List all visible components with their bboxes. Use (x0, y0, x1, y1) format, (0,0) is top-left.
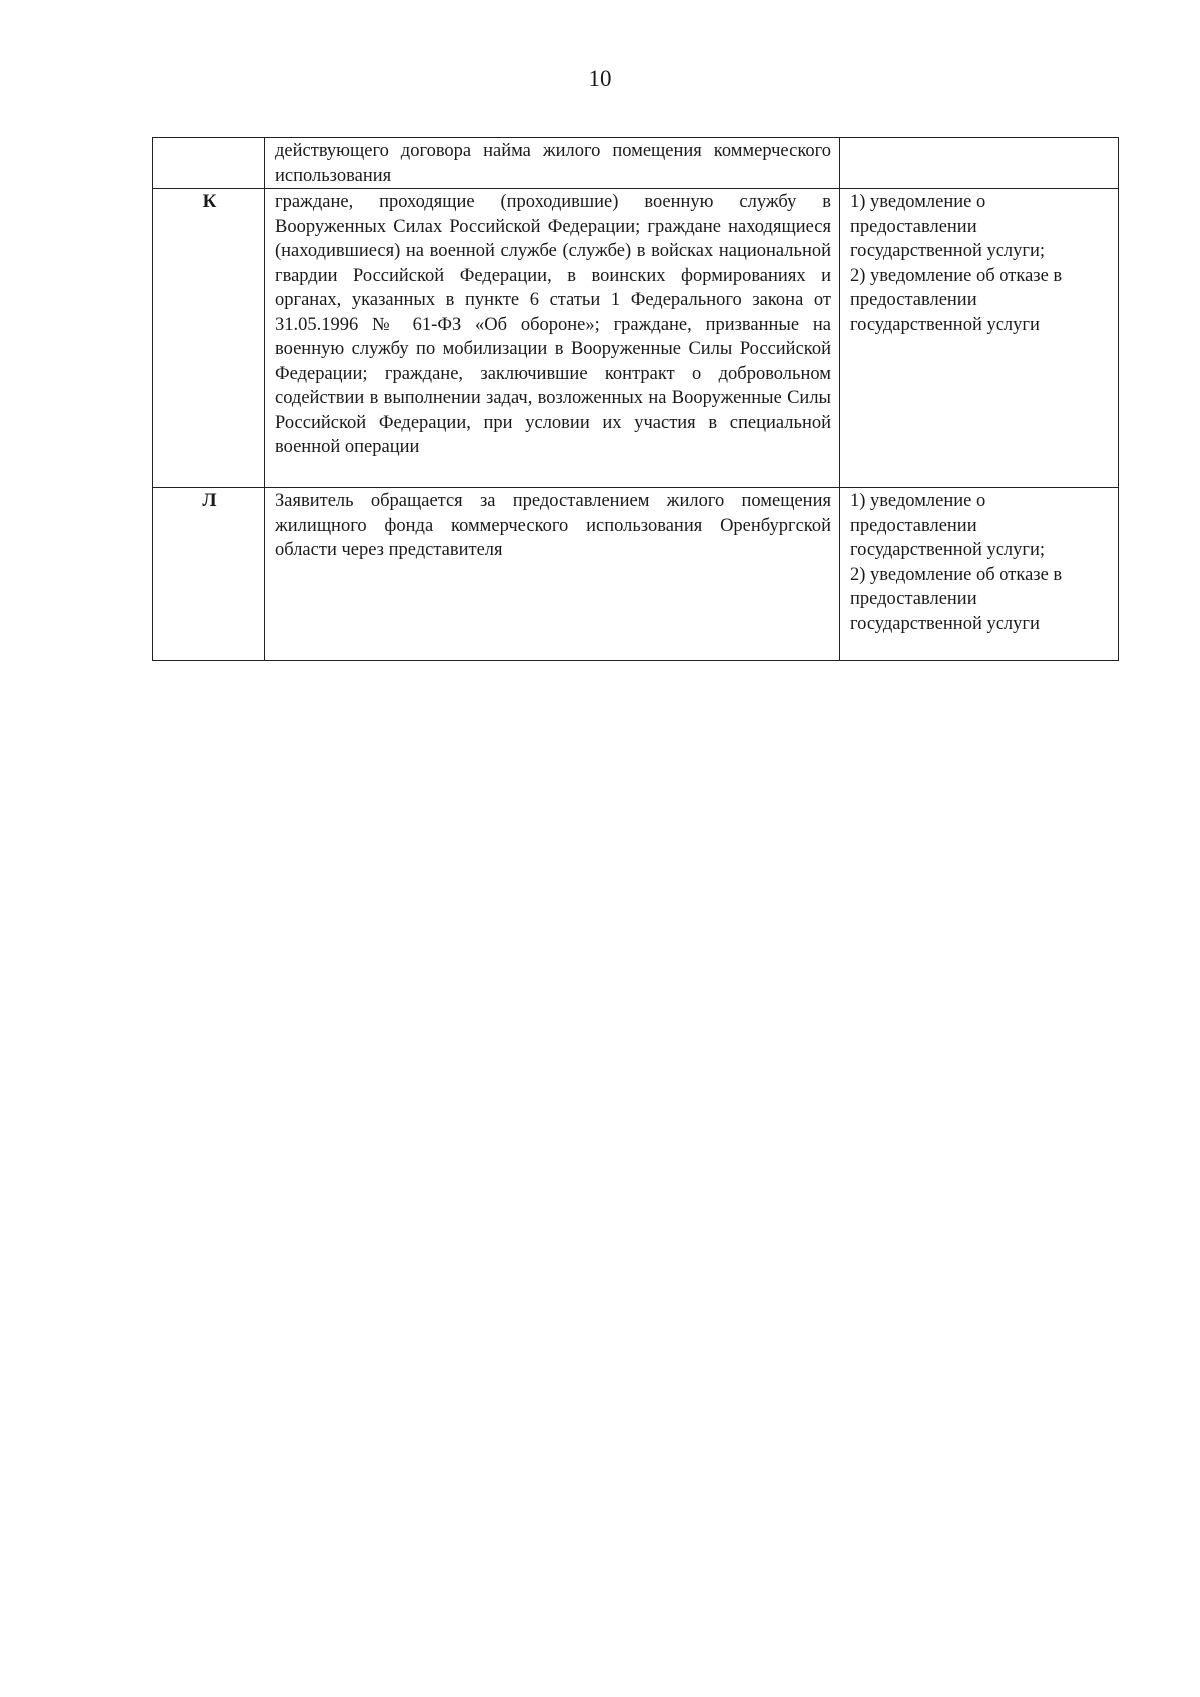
category-code-cell: Л (153, 488, 265, 661)
category-description-cell: Заявитель обращается за предоставлением жилого помещения жилищного фонда коммерческого использования Оренбургской области через представителя (265, 488, 840, 661)
applicant-categories-table (152, 137, 1119, 661)
result-item: 1) уведомление о предоставлении государственной услуги; (850, 192, 1046, 261)
category-description-cell: действующего договора найма жилого помещения коммерческого использования (265, 138, 840, 189)
result-cell (840, 189, 1119, 488)
result-item: 1) уведомление о предоставлении государственной услуги; (850, 491, 1046, 560)
category-description-cell: граждане, проходящие (проходившие) военную службу в Вооруженных Силах Российской Федерации; граждане находящиеся (находившиеся) на военной службе (службе) в войсках национальной гвардии Российской Федерации, в воинских формированиях и органах, указанных в пункте 6 статьи 1 Федерального закона от 31.05.1996 № 61-ФЗ «Об обороне»; граждане, призванные на военную службу по мобилизации в Вооруженные Силы Российской Федерации; граждане, заключившие контракт о добровольном содействии в выполнении задач, возложенных на Вооруженные Силы Российской Федерации, при условии их участия в специальной военной операции (265, 189, 840, 488)
category-code-cell: К (153, 189, 265, 488)
category-code-cell (153, 138, 265, 189)
table-row (153, 138, 1119, 189)
result-item: 2) уведомление об отказе в предоставлении государственной услуги (850, 564, 1063, 634)
result-cell (840, 138, 1119, 189)
page-number: 10 (588, 66, 612, 91)
table-row (153, 488, 1119, 661)
table-row (153, 189, 1119, 488)
result-item: 2) уведомление об отказе в предоставлении государственной услуги (850, 265, 1063, 335)
result-cell (840, 488, 1119, 661)
